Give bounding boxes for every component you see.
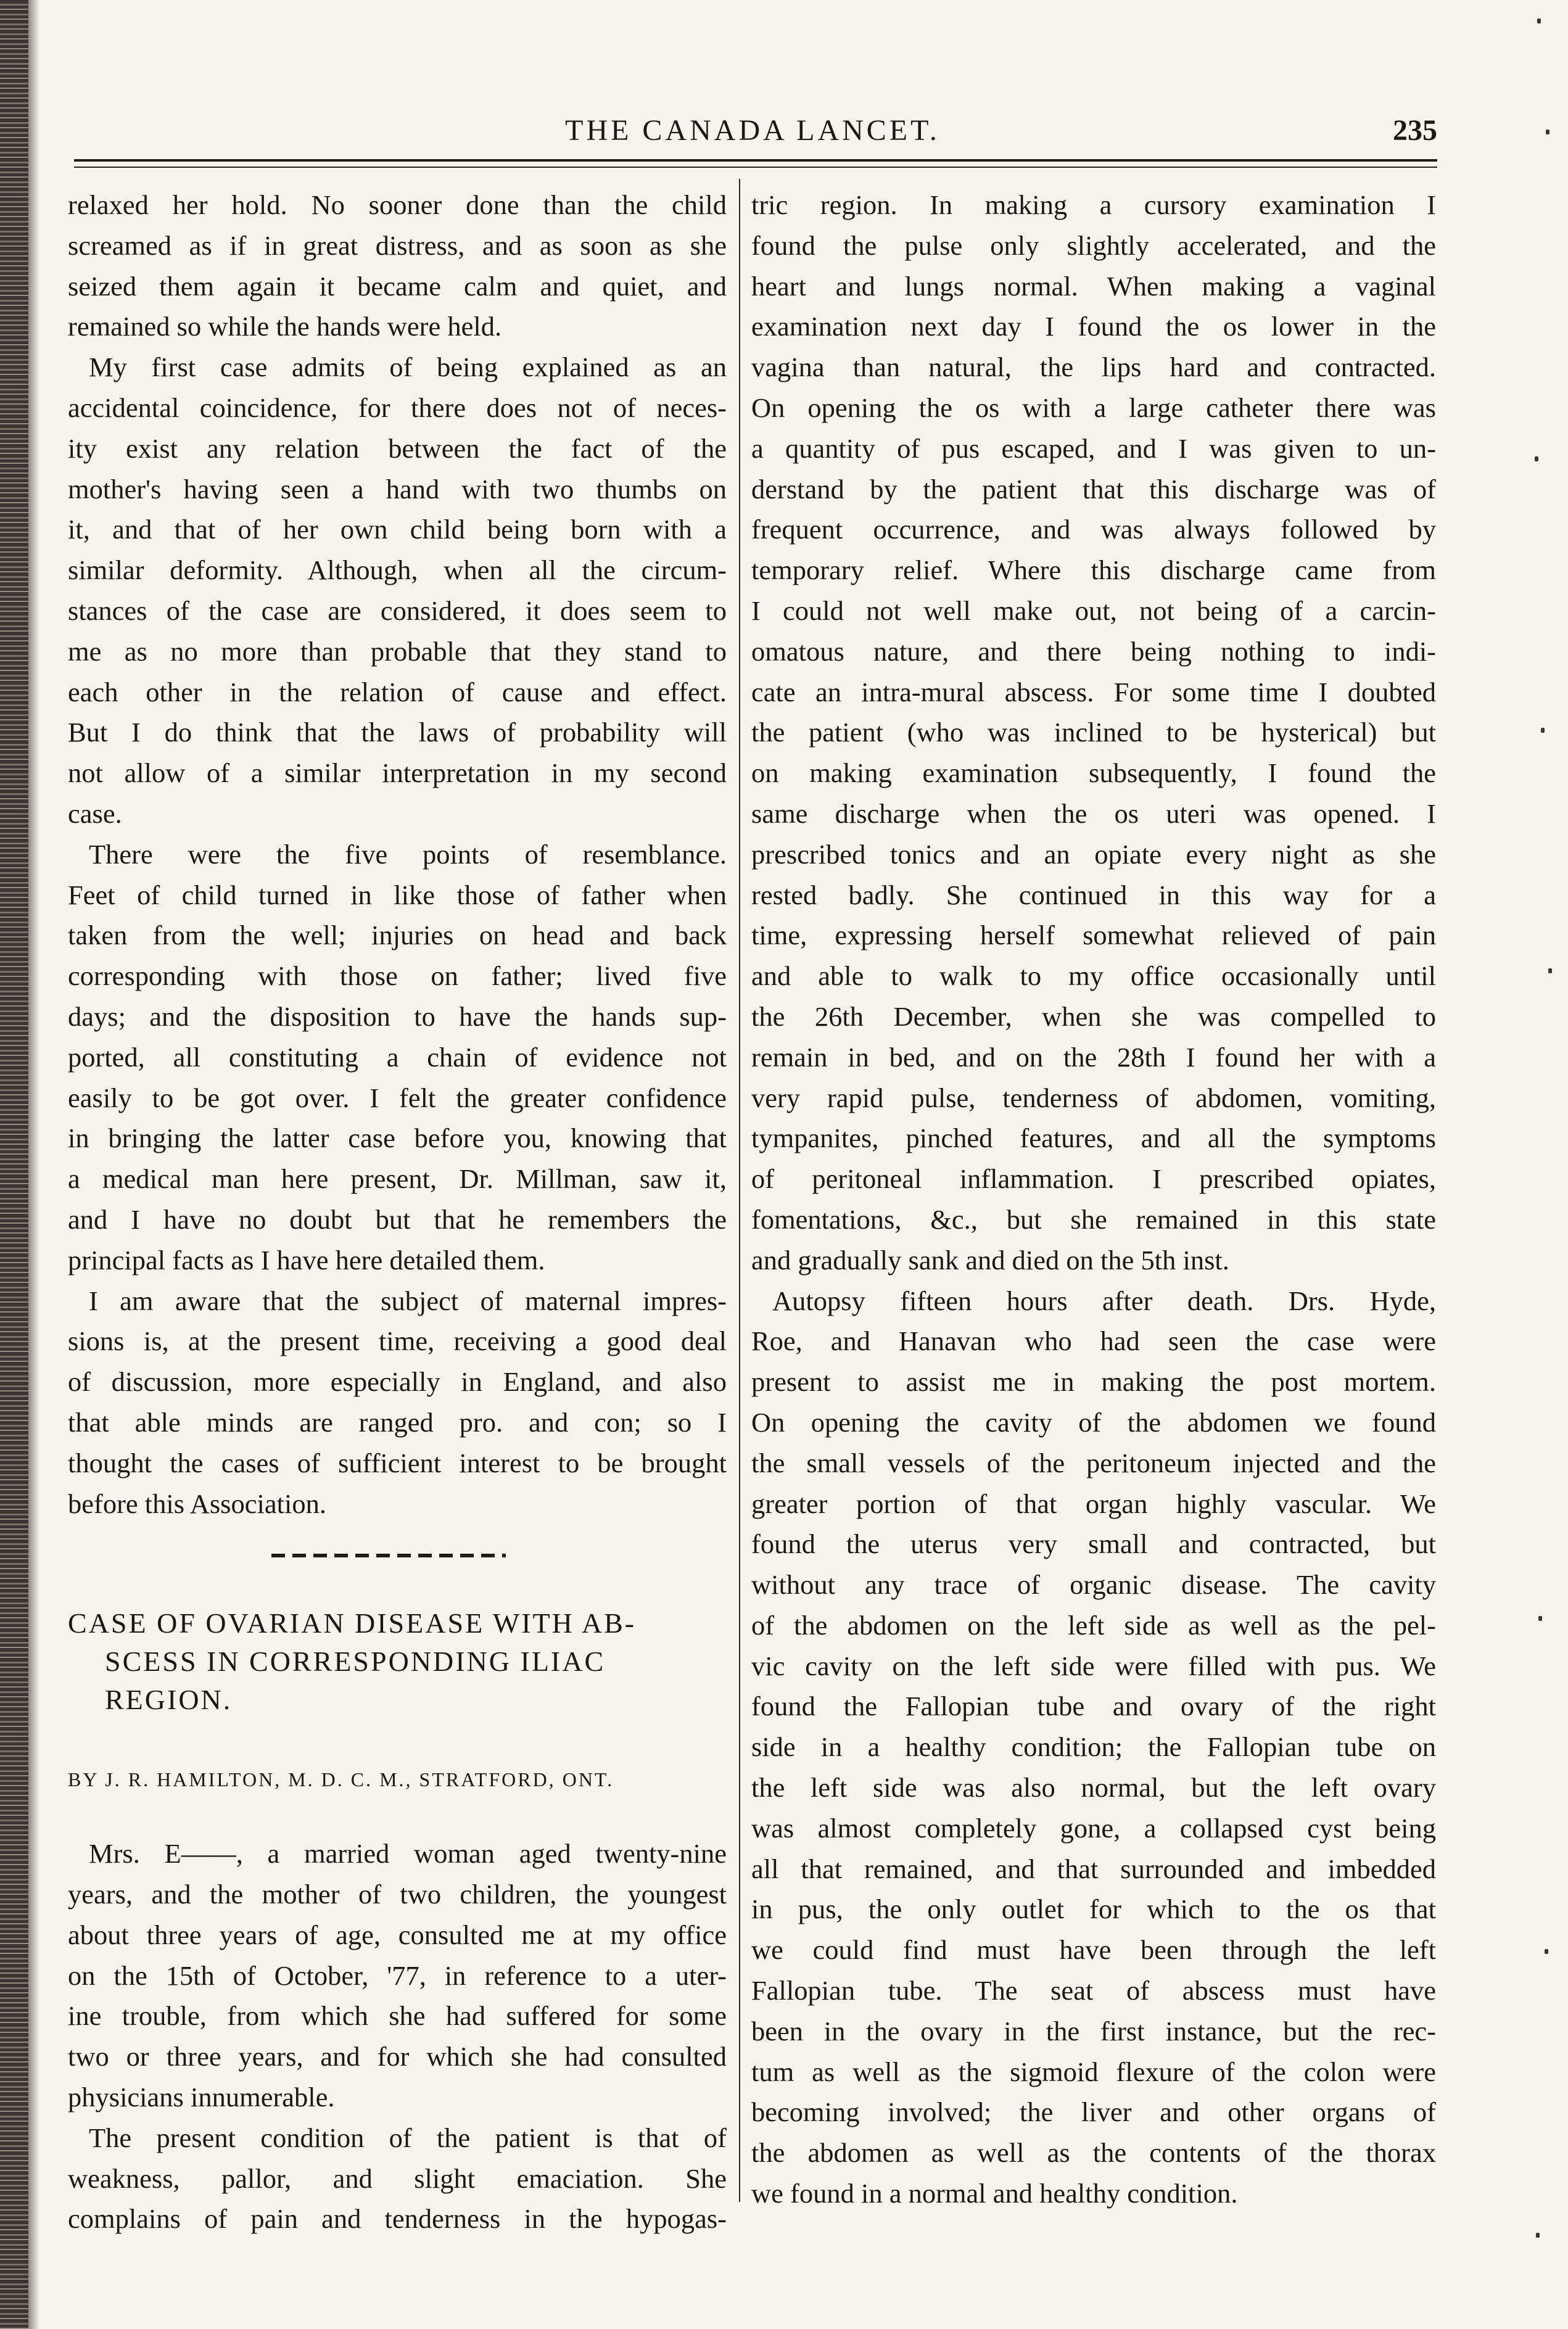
text-line: complains of pain and tenderness in the hypogas- (68, 2203, 727, 2235)
text-line: each other in the relation of cause and effect. (68, 676, 727, 707)
text-line: cate an intra-mural abscess. For some time I doubted (751, 676, 1436, 707)
text-line: tympanites, pinched features, and all the symptoms (751, 1123, 1436, 1154)
author-byline: BY J. R. HAMILTON, M. D. C. M., STRATFORD, ONT. (68, 1768, 614, 1791)
text-line: side in a healthy condition; the Fallopian tube on (751, 1731, 1436, 1763)
text-line: about three years of age, consulted me at my office (68, 1919, 727, 1950)
text-line: we could find must have been through the left (751, 1934, 1436, 1966)
page-binding-edge (0, 0, 28, 2329)
print-speck (1541, 728, 1545, 733)
text-line: physicians innumerable. (68, 2082, 335, 2113)
text-line: But I do think that the laws of probability will (68, 717, 727, 748)
paragraph (751, 1281, 1436, 2214)
text-line: heart and lungs normal. When making a vaginal (751, 270, 1436, 302)
print-speck (1536, 2233, 1540, 2238)
text-line: and able to walk to my office occasionally until (751, 960, 1436, 992)
text-line: There were the five points of resemblance. (89, 838, 727, 870)
header-rule-thin (74, 167, 1437, 168)
text-line: all that remained, and that surrounded and imbedded (751, 1853, 1436, 1884)
text-line: tric region. In making a cursory examination I (751, 189, 1436, 220)
text-line: Fallopian tube. The seat of abscess must have (751, 1975, 1436, 2006)
text-line: corresponding with those on father; lived five (68, 960, 727, 992)
text-line: vic cavity on the left side were filled with pus. We (751, 1650, 1436, 1681)
text-line: Roe, and Hanavan who had seen the case were (751, 1325, 1436, 1357)
text-line: the abdomen as well as the contents of the thorax (751, 2137, 1436, 2169)
text-line: rested badly. She continued in this way for a (751, 879, 1436, 910)
text-line: mother's having seen a hand with two thumbs on (68, 473, 727, 505)
text-line: found the pulse only slightly accelerated, and the (751, 229, 1436, 261)
running-title: THE CANADA LANCET. (565, 114, 940, 147)
text-line: not allow of a similar interpretation in my second (68, 757, 727, 789)
text-line: the patient (who was inclined to be hysterical) but (751, 717, 1436, 748)
text-line: of discussion, more especially in England, and also (68, 1366, 727, 1398)
text-line: relaxed her hold. No sooner done than the child (68, 189, 727, 220)
text-line: without any trace of organic disease. The cavity (751, 1569, 1436, 1601)
heading-line: REGION. (105, 1684, 233, 1716)
print-speck (1535, 456, 1538, 461)
text-line: present to assist me in making the post mortem. (751, 1366, 1436, 1398)
text-line: same discharge when the os uteri was opened. I (751, 798, 1436, 829)
text-line: prescribed tonics and an opiate every night as she (751, 838, 1436, 870)
page-number: 235 (1393, 114, 1437, 147)
text-line: principal facts as I have here detailed them. (68, 1244, 545, 1276)
print-speck (1548, 968, 1552, 973)
text-line: it, and that of her own child being born with a (68, 514, 727, 545)
text-line: taken from the well; injuries on head and back (68, 920, 727, 951)
heading-line: SCESS IN CORRESPONDING ILIAC (105, 1646, 606, 1678)
text-line: found the Fallopian tube and ovary of the right (751, 1691, 1436, 1722)
text-line: in bringing the latter case before you, knowing that (68, 1123, 727, 1154)
text-line: very rapid pulse, tenderness of abdomen, vomiting, (751, 1082, 1436, 1113)
text-line: and I have no doubt but that he remembers the (68, 1203, 727, 1235)
column-divider (739, 179, 740, 2202)
text-line: fomentations, &c., but she remained in this state (751, 1203, 1436, 1235)
paragraph (68, 1281, 727, 1525)
page-header (68, 113, 1437, 157)
text-line: accidental coincidence, for there does not of neces- (68, 392, 727, 423)
text-line: The present condition of the patient is that of (89, 2122, 727, 2153)
header-rule-thick (74, 159, 1437, 162)
text-line: sions is, at the present time, receiving a good deal (68, 1325, 727, 1357)
text-line: two or three years, and for which she had consulted (68, 2041, 727, 2072)
text-line: Mrs. E——, a married woman aged twenty-nine (89, 1838, 727, 1869)
text-line: becoming involved; the liver and other organs of (751, 2096, 1436, 2128)
text-line: on the 15th of October, '77, in reference to a uter- (68, 1960, 727, 1991)
section-ornament (68, 1524, 727, 1598)
text-line: the small vessels of the peritoneum injected and the (751, 1447, 1436, 1478)
text-line: of peritoneal inflammation. I prescribed opiates, (751, 1163, 1436, 1195)
text-line: and gradually sank and died on the 5th inst. (751, 1244, 1229, 1276)
text-line: easily to be got over. I felt the greater confidence (68, 1082, 727, 1113)
text-line: On opening the os with a large catheter there was (751, 392, 1436, 423)
text-line: the left side was also normal, but the left ovary (751, 1772, 1436, 1803)
text-line: Autopsy fifteen hours after death. Drs. Hyde, (772, 1285, 1436, 1316)
text-line: derstand by the patient that this discharge was of (751, 473, 1436, 505)
text-line: been in the ovary in the first instance, but the rec- (751, 2015, 1436, 2047)
text-line: the 26th December, when she was compelled to (751, 1000, 1436, 1032)
paragraph (68, 1834, 727, 2118)
text-line: remained so while the hands were held. (68, 311, 502, 342)
margin-specks (1532, 0, 1557, 2329)
text-line: in pus, the only outlet for which to the os that (751, 1894, 1436, 1925)
paragraph (751, 185, 1436, 1281)
text-line: On opening the cavity of the abdomen we found (751, 1406, 1436, 1438)
text-line: temporary relief. Where this discharge came from (751, 554, 1436, 586)
text-line: I could not well make out, not being of a carcin- (751, 595, 1436, 626)
text-line: of the abdomen on the left side as well as the pel- (751, 1609, 1436, 1641)
print-speck (1538, 1616, 1542, 1621)
text-line: found the uterus very small and contracted, but (751, 1528, 1436, 1560)
text-line: stances of the case are considered, it does seem to (68, 595, 727, 626)
text-line: My first case admits of being explained as an (89, 352, 727, 383)
text-line: weakness, pallor, and slight emaciation. She (68, 2162, 727, 2194)
print-speck (1545, 1949, 1548, 1954)
text-line: similar deformity. Although, when all the circum- (68, 554, 727, 586)
section-heading (68, 1604, 727, 1752)
text-line: greater portion of that organ highly vascular. We (751, 1488, 1436, 1519)
text-line: seized them again it became calm and quiet, and (68, 270, 727, 302)
text-line: ine trouble, from which she had suffered for some (68, 2000, 727, 2032)
ornament-rule (271, 1554, 506, 1557)
text-line: vagina than natural, the lips hard and contracted. (751, 352, 1436, 383)
text-line: frequent occurrence, and was always followed by (751, 514, 1436, 545)
text-line: a quantity of pus escaped, and I was given to un- (751, 432, 1436, 464)
text-line: time, expressing herself somewhat relieved of pain (751, 920, 1436, 951)
page-binding-shadow (28, 0, 39, 2329)
text-line: Feet of child turned in like those of father when (68, 879, 727, 910)
print-speck (1546, 130, 1549, 134)
text-line: on making examination subsequently, I found the (751, 757, 1436, 789)
print-speck (1537, 19, 1541, 23)
text-line: I am aware that the subject of maternal impres- (89, 1285, 727, 1316)
text-line: thought the cases of sufficient interest to be brought (68, 1447, 727, 1478)
text-line: omatous nature, and there being nothing to indi- (751, 635, 1436, 667)
text-line: was almost completely gone, a collapsed cyst being (751, 1812, 1436, 1844)
left-column (68, 185, 727, 2240)
paragraph (68, 185, 727, 347)
text-line: screamed as if in great distress, and as soon as she (68, 229, 727, 261)
text-line: before this Association. (68, 1488, 326, 1519)
text-line: that able minds are ranged pro. and con; so I (68, 1406, 727, 1438)
text-line: ported, all constituting a chain of evidence not (68, 1041, 727, 1073)
spacer (68, 1809, 727, 1834)
right-column (751, 185, 1436, 2214)
paragraph (68, 2118, 727, 2240)
text-line: a medical man here present, Dr. Millman, saw it, (68, 1163, 727, 1195)
text-line: ity exist any relation between the fact of the (68, 432, 727, 464)
text-line: examination next day I found the os lower in the (751, 311, 1436, 342)
text-line: days; and the disposition to have the hands sup- (68, 1000, 727, 1032)
text-line: remain in bed, and on the 28th I found her with a (751, 1041, 1436, 1073)
paragraph (68, 835, 727, 1281)
text-line: tum as well as the sigmoid flexure of the colon were (751, 2056, 1436, 2087)
paragraph (68, 347, 727, 835)
text-line: years, and the mother of two children, the youngest (68, 1879, 727, 1910)
heading-line: CASE OF OVARIAN DISEASE WITH AB- (68, 1607, 637, 1639)
text-line: case. (68, 798, 122, 829)
text-line: me as no more than probable that they stand to (68, 635, 727, 667)
text-line: we found in a normal and healthy condition. (751, 2178, 1238, 2209)
